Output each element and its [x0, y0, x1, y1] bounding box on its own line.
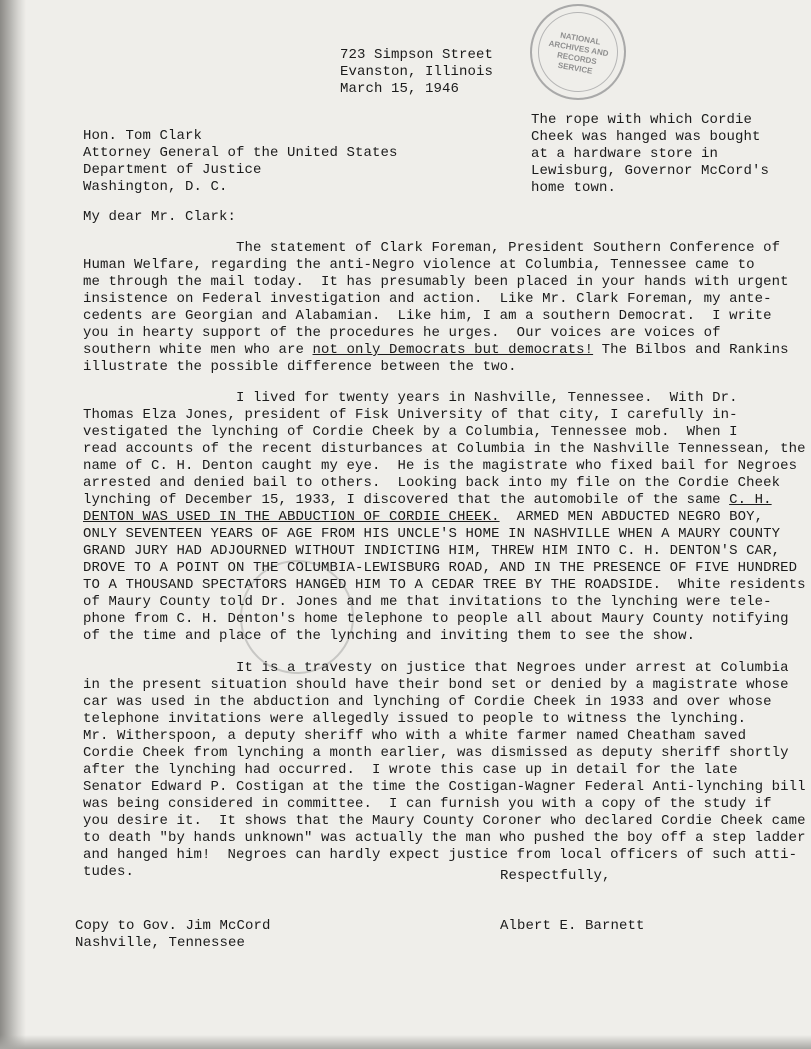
paragraph-2-line: vestigated the lynching of Cordie Cheek by a Columbia, Tennessee mob. When I: [83, 424, 738, 440]
underlined-emphasis: DENTON WAS USED IN THE ABDUCTION OF CORDIE CHEEK.: [83, 509, 500, 525]
paragraph-3-line: and hanged him! Negroes can hardly expect justice from local officers of such atti-: [83, 847, 798, 863]
paragraph-1-line: [83, 342, 789, 359]
copy-to-city: Nashville, Tennessee: [75, 935, 246, 951]
side-note-line: home town.: [531, 180, 617, 196]
return-address-street: 723 Simpson Street: [340, 47, 494, 63]
paragraph-2-line: TO A THOUSAND SPECTATORS HANGED HIM TO A CEDAR TREE BY THE ROADSIDE. White residents: [83, 577, 806, 593]
paragraph-1-line: insistence on Federal investigation and action. Like Mr. Clark Foreman, my ante-: [83, 291, 772, 307]
underlined-emphasis: C. H.: [729, 492, 772, 508]
scan-bottom-shadow: [0, 1035, 811, 1049]
signature-name: Albert E. Barnett: [500, 918, 645, 934]
paragraph-3-line: Senator Edward P. Costigan at the time the Costigan-Wagner Federal Anti-lynching bill: [83, 779, 806, 795]
paragraph-2-line: of Maury County told Dr. Jones and me that invitations to the lynching were tele-: [83, 594, 772, 610]
recipient-name: Hon. Tom Clark: [83, 128, 203, 144]
paragraph-3-line: in the present situation should have their bond set or denied by a magistrate whose: [83, 677, 789, 693]
paragraph-2-line: DROVE TO A POINT ON THE COLUMBIA-LEWISBURG ROAD, AND IN THE PRESENCE OF FIVE HUNDRED: [83, 560, 798, 576]
archive-stamp: [522, 0, 633, 108]
paragraph-2-line: phone from C. H. Denton's home telephone to people all about Maury County notifying: [83, 611, 789, 627]
side-note-line: Cheek was hanged was bought: [531, 129, 761, 145]
paragraph-3-line: Mr. Witherspoon, a deputy sheriff who with a white farmer named Cheatham saved: [83, 728, 747, 744]
paragraph-1-line: Human Welfare, regarding the anti-Negro violence at Columbia, Tennessee came to: [83, 257, 755, 273]
paragraph-2-line: of the time and place of the lynching and inviting them to see the show.: [83, 628, 696, 644]
paragraph-1-text: southern white men who are: [83, 342, 313, 358]
recipient-city: Washington, D. C.: [83, 179, 228, 195]
paragraph-2-line: I lived for twenty years in Nashville, Tennessee. With Dr.: [83, 390, 738, 406]
paragraph-3-line: car was used in the abduction and lynching of Cordie Cheek in 1933 and over whose: [83, 694, 772, 710]
paragraph-3-line: tudes.: [83, 864, 135, 880]
paragraph-2-line: ONLY SEVENTEEN YEARS OF AGE FROM HIS UNCLE'S HOME IN NASHVILLE WHEN A MAURY COUNTY: [83, 526, 781, 542]
side-note-line: at a hardware store in: [531, 146, 719, 162]
copy-to-line: Copy to Gov. Jim McCord: [75, 918, 271, 934]
paragraph-2-line: name of C. H. Denton caught my eye. He is the magistrate who fixed bail for Negroes: [83, 458, 798, 474]
archive-stamp-text: NATIONAL ARCHIVES AND RECORDS SERVICE: [547, 30, 610, 76]
letter-date: March 15, 1946: [340, 81, 460, 97]
paragraph-2-line: [83, 492, 772, 509]
paragraph-1-line: you in hearty support of the procedures he urges. Our voices are voices of: [83, 325, 721, 341]
salutation: My dear Mr. Clark:: [83, 209, 237, 225]
paragraph-3-line: Cordie Cheek from lynching a month earlier, was dismissed as deputy sheriff shortly: [83, 745, 789, 761]
paragraph-3-line: you desire it. It shows that the Maury County Coroner who declared Cordie Cheek came: [83, 813, 806, 829]
paragraph-2-line: read accounts of the recent disturbances at Columbia in the Nashville Tennessean, the: [83, 441, 806, 457]
paragraph-1-line: me through the mail today. It has presumably been placed in your hands with urgent: [83, 274, 789, 290]
paragraph-3-line: It is a travesty on justice that Negroes under arrest at Columbia: [83, 660, 789, 676]
paragraph-1-text: The Bilbos and Rankins: [593, 342, 789, 358]
return-address-city: Evanston, Illinois: [340, 64, 494, 80]
side-note-line: The rope with which Cordie: [531, 112, 753, 128]
scan-edge-shadow: [0, 0, 26, 1049]
paragraph-1-line: cedents are Georgian and Alabamian. Like him, I am a southern Democrat. I write: [83, 308, 772, 324]
paragraph-2-text: lynching of December 15, 1933, I discovered that the automobile of the same: [83, 492, 730, 508]
paragraph-2-text: ARMED MEN ABDUCTED NEGRO BOY,: [499, 509, 764, 525]
paragraph-2-line: [83, 509, 763, 526]
paragraph-3-line: was being considered in committee. I can furnish you with a copy of the study if: [83, 796, 772, 812]
recipient-title: Attorney General of the United States: [83, 145, 398, 161]
paragraph-3-line: telephone invitations were allegedly issued to people to witness the lynching.: [83, 711, 747, 727]
recipient-department: Department of Justice: [83, 162, 262, 178]
paragraph-2-line: Thomas Elza Jones, president of Fisk University of that city, I carefully in-: [83, 407, 738, 423]
paragraph-3-line: after the lynching had occurred. I wrote this case up in detail for the late: [83, 762, 738, 778]
underlined-emphasis: not only Democrats but democrats!: [312, 342, 594, 358]
side-note-line: Lewisburg, Governor McCord's: [531, 163, 770, 179]
paragraph-1-line: The statement of Clark Foreman, President Southern Conference of: [83, 240, 781, 256]
paragraph-2-line: arrested and denied bail to others. Looking back into my file on the Cordie Cheek: [83, 475, 781, 491]
paragraph-3-line: to death "by hands unknown" was actually the man who pushed the boy off a step ladder: [83, 830, 806, 846]
paragraph-1-line: illustrate the possible difference between the two.: [83, 359, 517, 375]
closing: Respectfully,: [500, 868, 611, 884]
paragraph-2-line: GRAND JURY HAD ADJOURNED WITHOUT INDICTING HIM, THREW HIM INTO C. H. DENTON'S CAR,: [83, 543, 781, 559]
